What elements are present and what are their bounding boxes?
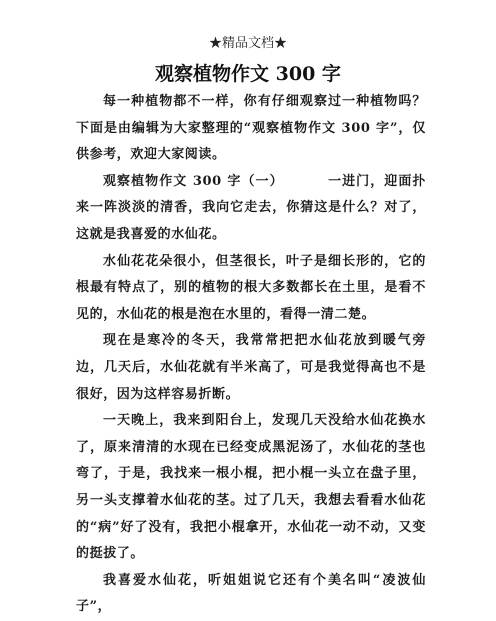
document-header-label: ★精品文档★: [208, 36, 287, 51]
paragraph-winter: 现在是寒冷的冬天，我常常把把水仙花放到暖气旁边，几天后，水仙花就有半米高了，可是我觉得高也不是很好，因为这样容易折断。: [76, 333, 426, 402]
subheading-label: 观察植物作文 300 字（一）: [103, 173, 284, 189]
paragraph-intro: 每一种植物都不一样，你有仔细观察过一种植物吗？下面是由编辑为大家整理的“观察植物作文 300 字”，仅供参考，欢迎大家阅读。: [76, 94, 426, 163]
document-body: [76, 89, 426, 621]
paragraph-subheading: [76, 169, 426, 249]
paragraph-balcony: 一天晚上，我来到阳台上，发现几天没给水仙花换水了，原来清清的水现在已经变成黑泥汤了，水仙花的茎也弯了，于是，我找来一根小棍，把小棍一头立在盘子里，另一头支撑着水仙花的茎。过了几天，我想去看看水仙花的“病”好了没有，我把小棍拿开，水仙花一动不动，又变的挺拔了。: [76, 413, 426, 562]
subheading-text: 一进门，迎面扑来一阵淡淡的清香，我向它走去，你猜这是什么？对了，这就是我喜爱的水仙花。: [76, 173, 426, 242]
paragraph-love: 我喜爱水仙花，听姐姐说它还有个美名叫“凌波仙子”，: [76, 572, 426, 615]
paragraph-roots: 水仙花花朵很小，但茎很长，叶子是细长形的，它的根最有特点了，别的植物的根大多数都长在土里，是看不见的，水仙花的根是泡在水里的，看得一清二楚。: [76, 253, 426, 322]
document-title: 观察植物作文 300 字: [155, 63, 341, 85]
